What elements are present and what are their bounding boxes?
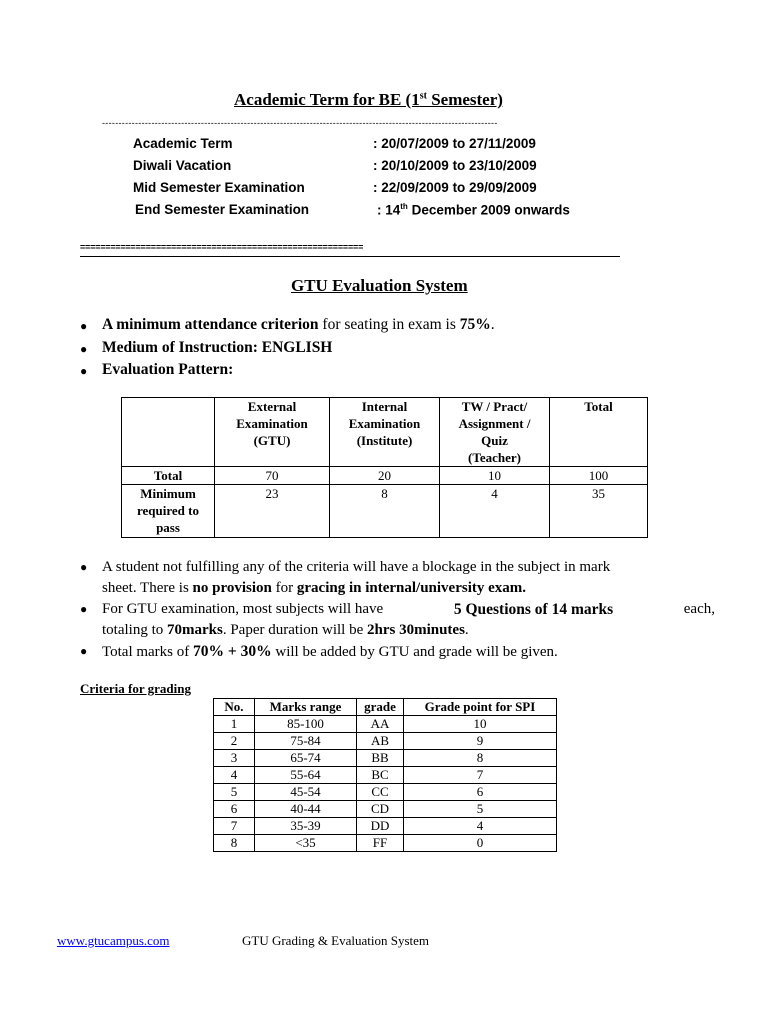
table-row [122,485,648,538]
term-row-midsem [133,180,603,198]
table-cell: 35 [550,485,648,538]
note-gtu-exam: ● For GTU examination, most subjects will have 5 Questions of 14 marks each, totaling to 70marks. Paper duration will be 2hrs 30minutes. [80,601,715,638]
table-row [214,716,557,733]
table-cell: 7 [404,767,557,784]
table-cell: 20 [330,467,440,485]
table-cell [122,398,215,467]
table-cell: 65-74 [255,750,357,767]
dash-separator: ------------------------------------------------------------------------------------------------------------------------ [102,118,498,128]
table-cell: 10 [440,467,550,485]
table-cell: 8 [404,750,557,767]
table-cell: 23 [215,485,330,538]
term-value: : 22/09/2009 to 29/09/2009 [373,180,537,195]
table-cell: CC [357,784,404,801]
equals-separator: ======================================================== [80,242,620,257]
evaluation-table [121,397,648,538]
table-cell: 5 [404,801,557,818]
table-cell: 4 [214,767,255,784]
table-header: TW / Pract/ Assignment / Quiz (Teacher) [440,398,550,467]
table-cell: 70 [215,467,330,485]
note-total-marks: ● Total marks of 70% + 30% will be added by GTU and grade will be given. [80,643,558,660]
table-header: Grade point for SPI [404,699,557,716]
table-row [214,750,557,767]
table-cell: 4 [404,818,557,835]
table-row [122,467,648,485]
term-label: Mid Semester Examination [133,180,305,195]
table-cell: DD [357,818,404,835]
term-value: : 20/10/2009 to 23/10/2009 [373,158,537,173]
table-cell: BB [357,750,404,767]
page-title: Academic Term for BE (1st Semester) [234,90,503,109]
table-cell: 55-64 [255,767,357,784]
table-cell: AB [357,733,404,750]
table-cell: 100 [550,467,648,485]
table-cell: 4 [440,485,550,538]
footer-link[interactable]: www.gtucampus.com [57,933,170,948]
table-cell: 1 [214,716,255,733]
table-header: Marks range [255,699,357,716]
table-row [214,818,557,835]
table-cell: 7 [214,818,255,835]
table-cell: AA [357,716,404,733]
term-row-endsem [135,202,605,220]
section-title: GTU Evaluation System [291,276,468,295]
table-row [214,801,557,818]
table-cell: 3 [214,750,255,767]
table-cell: 10 [404,716,557,733]
table-header: No. [214,699,255,716]
grading-table [213,698,557,852]
table-cell: 8 [330,485,440,538]
table-cell: 75-84 [255,733,357,750]
grading-body [214,716,557,852]
note-blockage: ● A student not fulfilling any of the criteria will have a blockage in the subject in mark sheet. There is no provision for gracing in internal/university exam. [80,559,611,596]
term-label: Diwali Vacation [133,158,232,173]
table-cell: <35 [255,835,357,852]
table-cell: 85-100 [255,716,357,733]
row-label: Minimum required to pass [122,485,215,538]
table-header: Internal Examination (Institute) [330,398,440,467]
table-row [214,733,557,750]
table-cell: 8 [214,835,255,852]
table-cell: 0 [404,835,557,852]
term-row-academic [133,136,603,154]
table-cell: 40-44 [255,801,357,818]
table-cell: 9 [404,733,557,750]
row-label: Total [122,467,215,485]
table-cell: CD [357,801,404,818]
table-header: grade [357,699,404,716]
term-label: End Semester Examination [135,202,310,217]
table-row [214,767,557,784]
footer-text: GTU Grading & Evaluation System [242,933,430,948]
table-row [214,784,557,801]
table-cell: BC [357,767,404,784]
table-cell: 6 [404,784,557,801]
table-header: External Examination (GTU) [215,398,330,467]
grading-caption: Criteria for grading [80,681,191,696]
table-cell: FF [357,835,404,852]
table-header-row [214,699,557,716]
table-cell: 45-54 [255,784,357,801]
term-value: : 14th December 2009 onwards [377,202,570,218]
table-cell: 2 [214,733,255,750]
table-row [214,835,557,852]
term-value: : 20/07/2009 to 27/11/2009 [373,136,536,151]
term-label: Academic Term [133,136,233,151]
table-cell: 5 [214,784,255,801]
term-row-diwali [133,158,603,176]
table-header: Total [550,398,648,467]
table-cell: 6 [214,801,255,818]
table-cell: 35-39 [255,818,357,835]
table-header-row [122,398,648,467]
